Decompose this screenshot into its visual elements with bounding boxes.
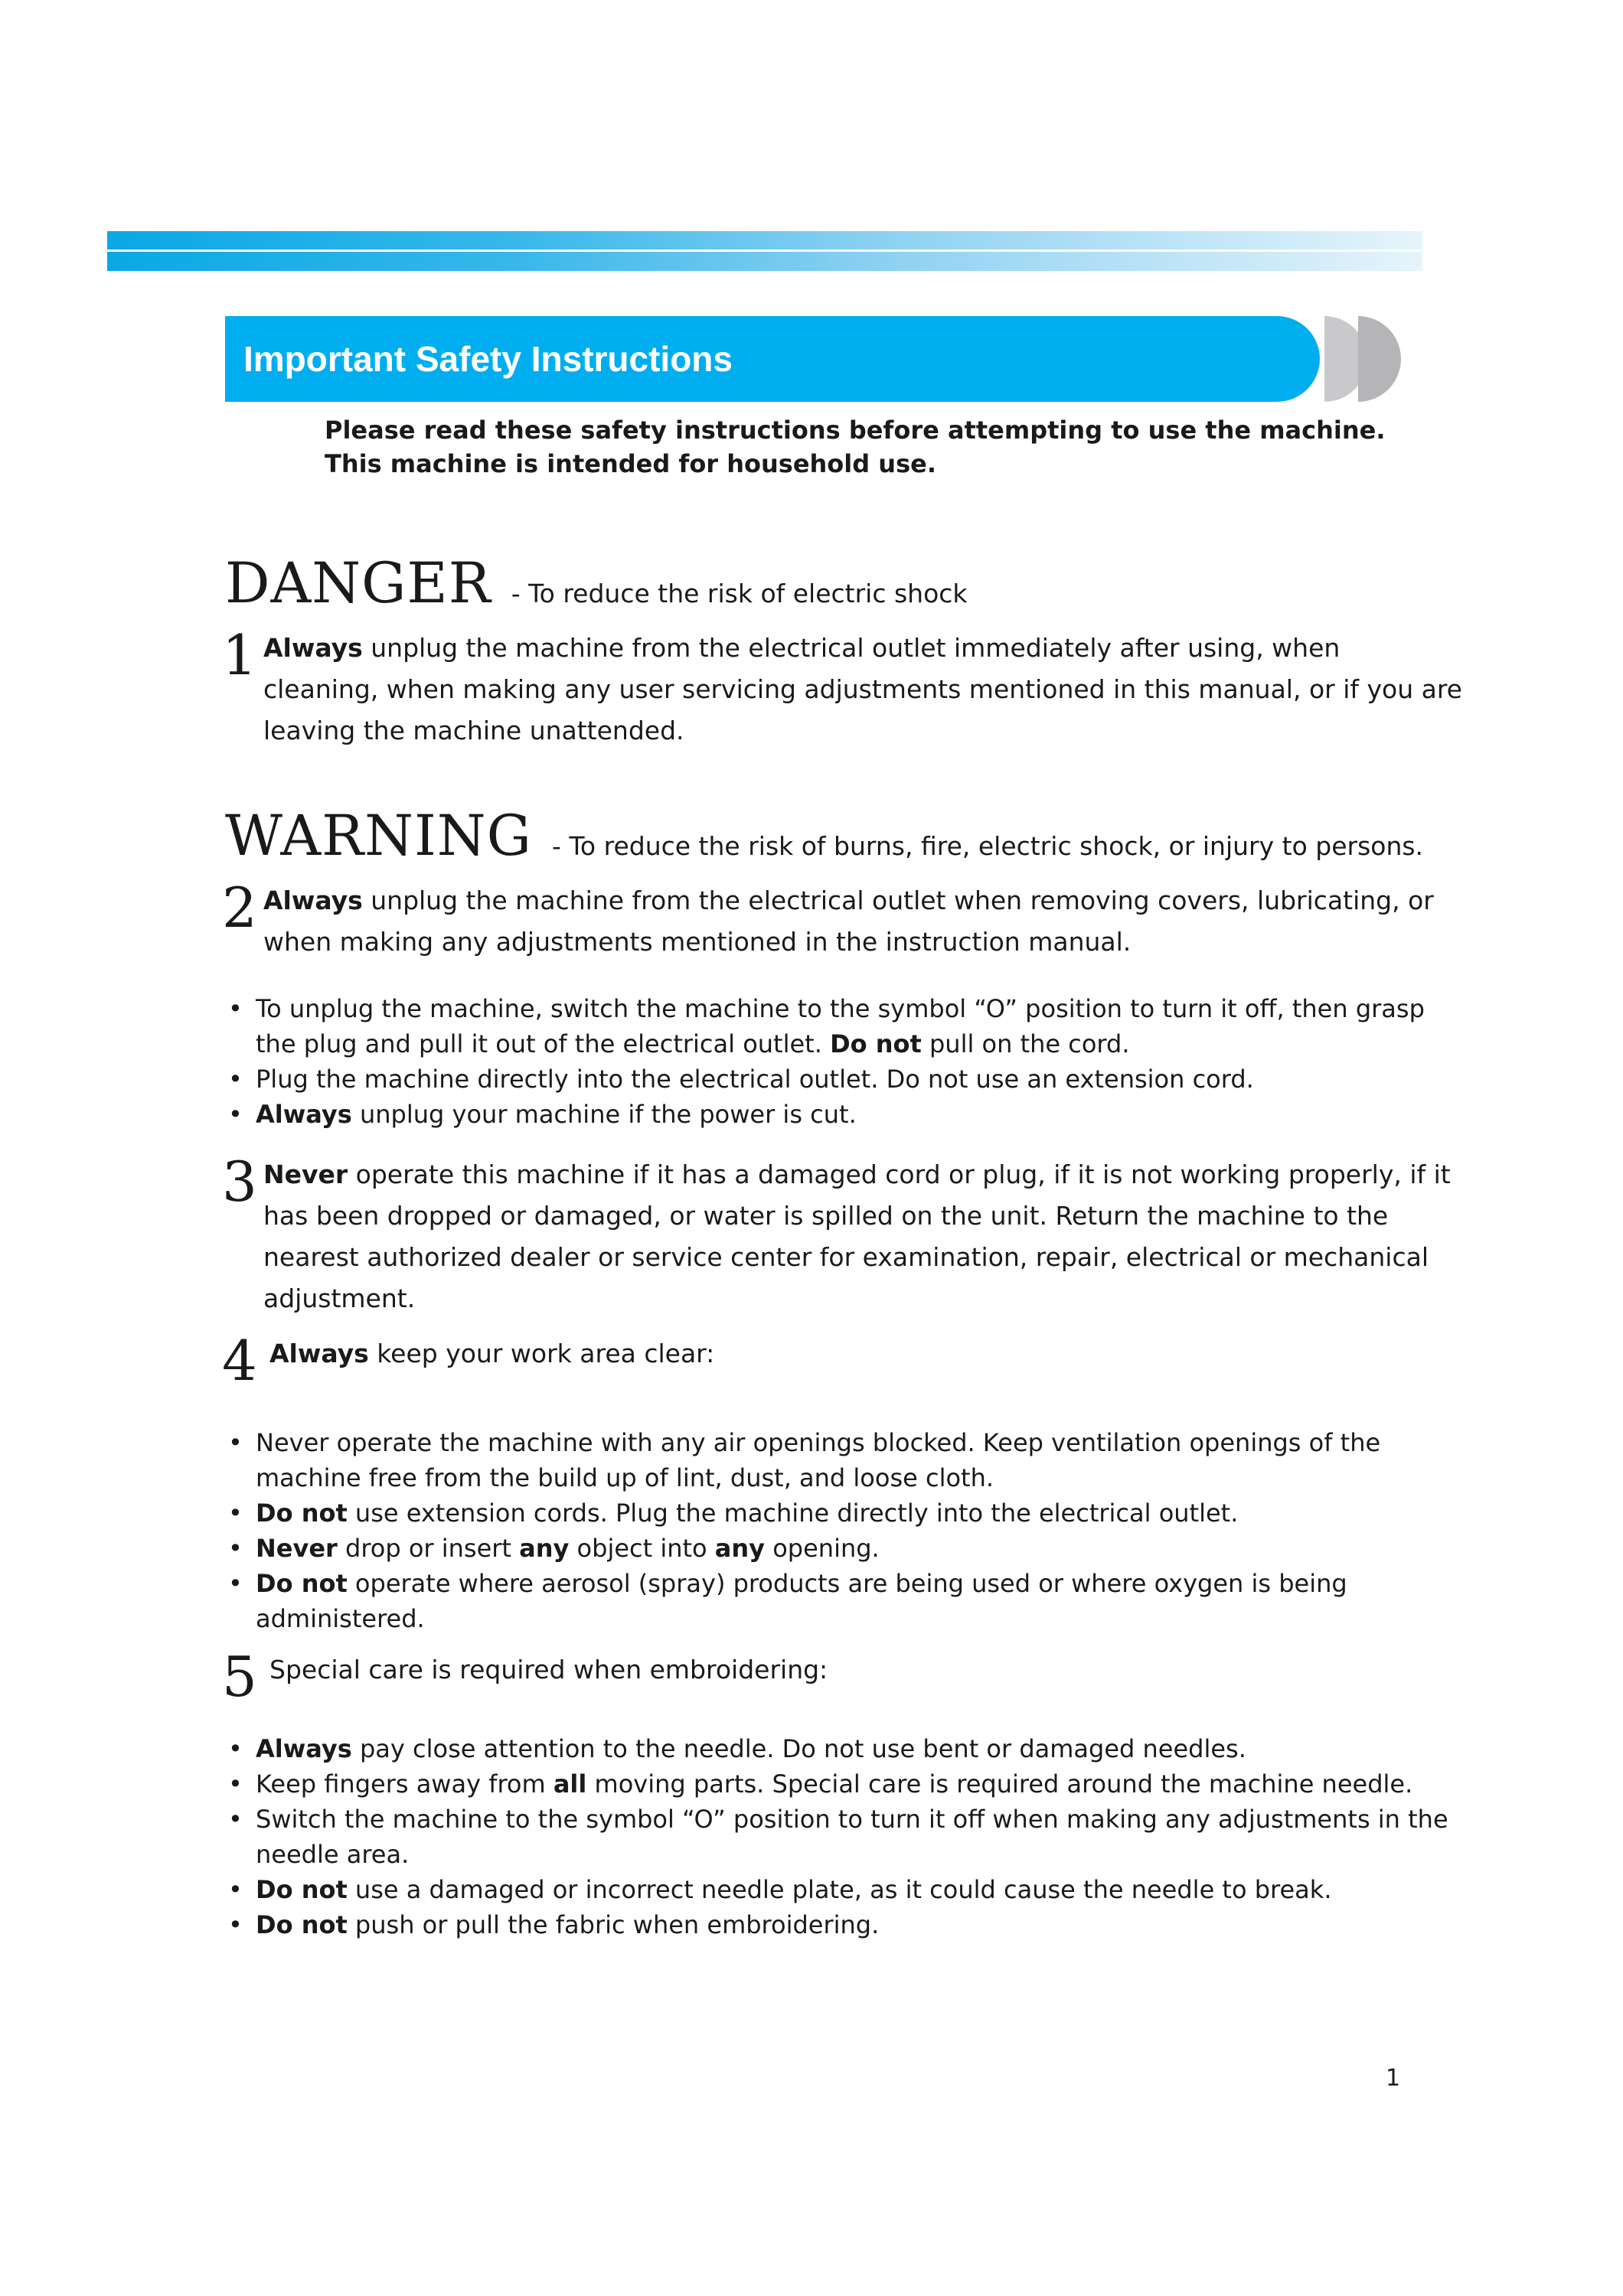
list-item: • Do not push or pull the fabric when embroidering. <box>228 1910 880 1939</box>
chevron-right-icon <box>1358 316 1401 402</box>
warning-heading <box>225 804 1423 869</box>
instruction-item-1 <box>222 623 1462 752</box>
danger-subtitle: - To reduce the risk of electric shock <box>511 579 968 608</box>
warning-subtitle: - To reduce the risk of burns, fire, electric shock, or injury to persons. <box>551 831 1424 861</box>
list-item: • Keep fingers away from all moving parts. Special care is required around the machine needle. <box>228 1769 1413 1799</box>
item-number: 4 <box>222 1329 257 1393</box>
list-item: • Switch the machine to the symbol “O” position to turn it off when making any adjustments in the needle area. <box>228 1805 1448 1869</box>
header-band-divider <box>107 249 1422 252</box>
bullet-list-item-4 <box>225 1425 1450 1636</box>
item-number: 1 <box>222 623 257 687</box>
list-item: • Always pay close attention to the needle. Do not use bent or damaged needles. <box>228 1734 1246 1763</box>
list-item: • To unplug the machine, switch the machine to the symbol “O” position to turn it off, then grasp the plug and pull it out of the electrical outlet. Do not pull on the cord. <box>228 994 1425 1058</box>
section-title-banner <box>225 316 1320 402</box>
list-item: • Plug the machine directly into the electrical outlet. Do not use an extension cord. <box>228 1065 1254 1094</box>
bullet-list-item-2 <box>225 991 1450 1132</box>
intro-text <box>325 413 1386 481</box>
list-item: • Never drop or insert any object into any opening. <box>228 1534 880 1563</box>
instruction-item-3 <box>222 1150 1462 1319</box>
item-number: 3 <box>222 1150 257 1214</box>
item-text: Special care is required when embroidering: <box>269 1655 828 1684</box>
list-item: • Do not operate where aerosol (spray) products are being used or where oxygen is being administered. <box>228 1569 1347 1633</box>
instruction-item-4 <box>222 1329 1468 1393</box>
page-number: 1 <box>1386 2065 1401 2092</box>
instruction-item-5 <box>222 1645 1468 1709</box>
list-item: • Do not use a damaged or incorrect needle plate, as it could cause the needle to break. <box>228 1875 1332 1904</box>
warning-title: WARNING <box>225 804 532 869</box>
list-item: • Always unplug your machine if the power is cut. <box>228 1100 857 1129</box>
instruction-item-2 <box>222 876 1462 963</box>
item-text: Always unplug the machine from the electrical outlet immediately after using, when cleaning, when making any user servicing adjustments mentioned in this manual, or if you are leaving the machine unattended. <box>263 633 1462 745</box>
danger-heading <box>225 551 968 616</box>
page-title: Important Safety Instructions <box>243 339 733 379</box>
list-item: • Never operate the machine with any air openings blocked. Keep ventilation openings of the machine free from the build up of lint, dust, and loose cloth. <box>228 1428 1381 1492</box>
bullet-list-item-5 <box>225 1731 1450 1942</box>
item-number: 2 <box>222 876 257 940</box>
list-item: • Do not use extension cords. Plug the machine directly into the electrical outlet. <box>228 1499 1239 1528</box>
danger-title: DANGER <box>225 551 491 616</box>
item-text: Always keep your work area clear: <box>269 1339 715 1368</box>
intro-line: Please read these safety instructions before attempting to use the machine. <box>325 416 1386 445</box>
item-number: 5 <box>222 1645 257 1709</box>
item-text: Never operate this machine if it has a damaged cord or plug, if it is not working properly, if it has been dropped or damaged, or water is spilled on the unit. Return the machine to the nearest authorized dealer or service center for examination, repair, electrical or mechanical adjustment. <box>263 1159 1451 1313</box>
intro-line: This machine is intended for household use. <box>325 449 936 478</box>
item-text: Always unplug the machine from the electrical outlet when removing covers, lubricating, or when making any adjustments mentioned in the instruction manual. <box>263 885 1434 957</box>
